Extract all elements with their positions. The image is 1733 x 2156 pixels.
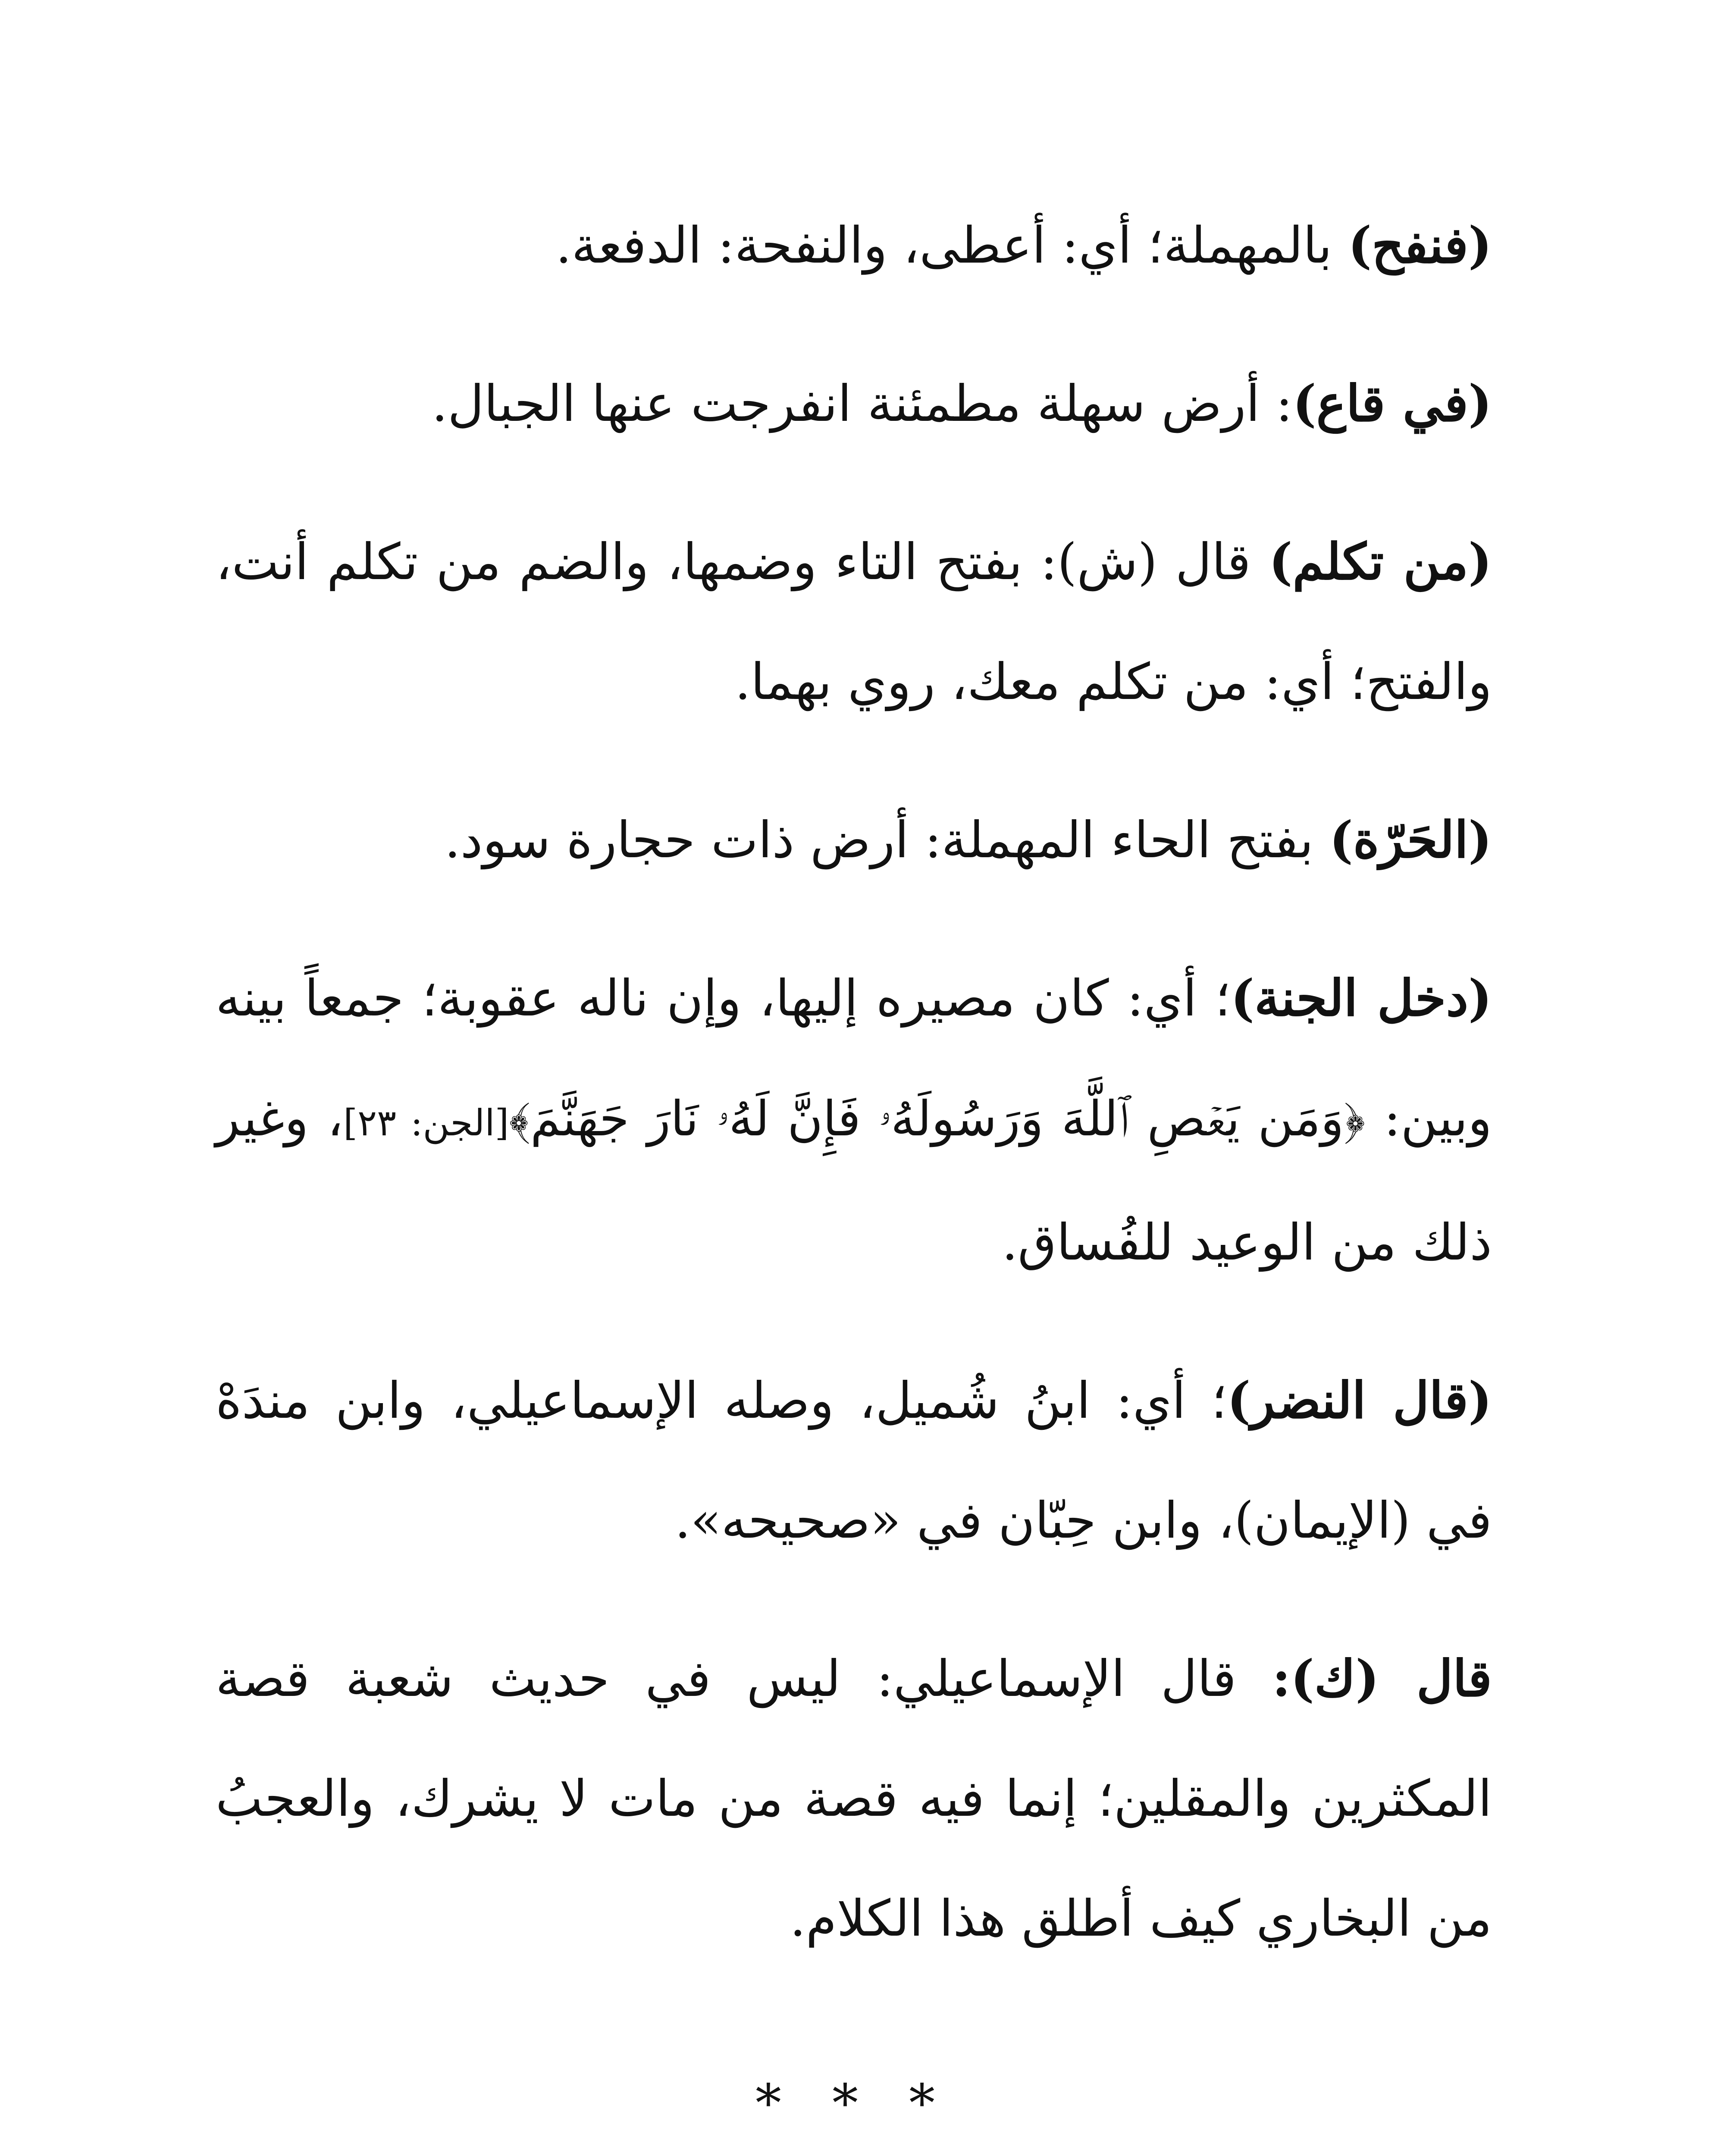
paragraph-man-takallam	[216, 502, 1492, 742]
paragraph-text: ؛ أي: كان مصيره إليها، وإن ناله عقوبة؛ جمعاً بينه وبين:	[216, 969, 1492, 1147]
paragraph-text: ، وغير ذلك من الوعيد للفُساق.	[216, 1089, 1492, 1272]
paragraph-qala-al-nadr	[216, 1341, 1492, 1581]
paragraph-text: ؛ أي: ابنُ شُميل، وصله الإسماعيلي، وابن مندَهْ في (الإيمان)، وابن حِبّان في «صحيحه».	[216, 1372, 1492, 1550]
paragraph-text: قال (ش): بفتح التاء وضمها، والضم من تكلم أنت، والفتح؛ أي: من تكلم معك، روي بهما.	[216, 533, 1492, 711]
paragraph-al-harra	[216, 780, 1492, 900]
paragraph-lead: (الحَرّة)	[1329, 811, 1492, 869]
paragraph-text: قال الإسماعيلي: ليس في حديث شعبة قصة المكثرين والمقلين؛ إنما فيه قصة من مات لا يشرك، والعجبُ من البخاري كيف أطلق هذا الكلام.	[216, 1650, 1492, 1948]
paragraph-lead: (دخل الجنة)	[1231, 969, 1492, 1028]
paragraph-dakhala-al-janna	[216, 938, 1492, 1303]
paragraph-fanafaha	[216, 185, 1492, 306]
paragraph-text: بالمهملة؛ أي: أعطى، والنفحة: الدفعة.	[555, 216, 1348, 275]
paragraph-lead: (من تكلم)	[1269, 533, 1492, 591]
text-column	[216, 185, 1492, 2156]
quran-verse: ﴿وَمَن يَعۡصِ ٱللَّهَ وَرَسُولَهُۥ فَإِنَّ لَهُۥ نَارَ جَهَنَّمَ﴾	[509, 1091, 1366, 1147]
section-separator: * * *	[755, 2074, 953, 2134]
paragraph-text: بفتح الحاء المهملة: أرض ذات حجارة سود.	[444, 811, 1329, 869]
paragraph-lead: (قال النضر)	[1227, 1371, 1492, 1430]
verse-reference: [الجن: ٢٣]	[343, 1102, 509, 1144]
paragraph-lead: (فنفح)	[1348, 216, 1492, 275]
paragraph-lead: (في قاع)	[1292, 374, 1492, 433]
paragraph-text: : أرض سهلة مطمئنة انفرجت عنها الجبال.	[432, 375, 1293, 433]
paragraph-qala-kaf	[216, 1619, 1492, 1979]
paragraph-fi-qaa	[216, 344, 1492, 464]
paragraph-lead: قال (ك):	[1272, 1649, 1492, 1708]
